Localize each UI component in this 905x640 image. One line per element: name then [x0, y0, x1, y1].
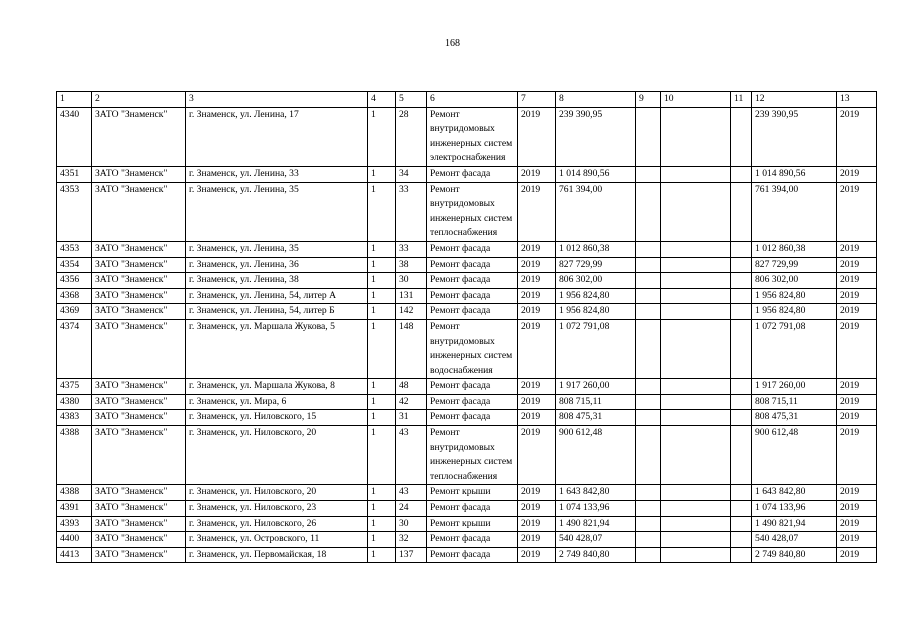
cost-cell: 806 302,00 — [556, 273, 636, 289]
col-5-value-cell: 24 — [396, 501, 427, 517]
municipality-cell: ЗАТО "Знаменск" — [92, 257, 186, 273]
row-number-cell: 4353 — [57, 241, 92, 257]
col-11-value-cell — [731, 501, 752, 517]
col-9-value-cell — [636, 166, 661, 182]
col-10-value-cell — [661, 410, 731, 426]
col-4-value-cell: 1 — [368, 257, 396, 273]
year-cell: 2019 — [518, 532, 556, 548]
completion-year-cell: 2019 — [837, 394, 877, 410]
completion-year-cell: 2019 — [837, 107, 877, 166]
column-header-11: 11 — [731, 92, 752, 108]
year-cell: 2019 — [518, 319, 556, 378]
municipality-cell: ЗАТО "Знаменск" — [92, 273, 186, 289]
col-11-value-cell — [731, 257, 752, 273]
col-11-value-cell — [731, 107, 752, 166]
col-4-value-cell: 1 — [368, 166, 396, 182]
col-11-value-cell — [731, 379, 752, 395]
work-type-cell: Ремонт фасада — [427, 379, 518, 395]
col-11-value-cell — [731, 182, 752, 241]
col-4-value-cell: 1 — [368, 394, 396, 410]
col-10-value-cell — [661, 241, 731, 257]
cost-cell: 2 749 840,80 — [556, 547, 636, 563]
year-cell: 2019 — [518, 410, 556, 426]
cost-cell: 808 715,11 — [556, 394, 636, 410]
col-11-value-cell — [731, 319, 752, 378]
column-header-10: 10 — [661, 92, 731, 108]
col-11-value-cell — [731, 547, 752, 563]
col-9-value-cell — [636, 426, 661, 485]
col-10-value-cell — [661, 319, 731, 378]
col-5-value-cell: 38 — [396, 257, 427, 273]
municipality-cell: ЗАТО "Знаменск" — [92, 107, 186, 166]
municipality-cell: ЗАТО "Знаменск" — [92, 379, 186, 395]
address-cell: г. Знаменск, ул. Ниловского, 20 — [186, 485, 368, 501]
table-row — [57, 273, 877, 289]
total-cost-cell: 808 715,11 — [752, 394, 837, 410]
total-cost-cell: 2 749 840,80 — [752, 547, 837, 563]
completion-year-cell: 2019 — [837, 501, 877, 517]
col-9-value-cell — [636, 547, 661, 563]
total-cost-cell: 806 302,00 — [752, 273, 837, 289]
table-row — [57, 410, 877, 426]
col-5-value-cell: 43 — [396, 426, 427, 485]
cost-cell: 761 394,00 — [556, 182, 636, 241]
table-row — [57, 182, 877, 241]
year-cell: 2019 — [518, 379, 556, 395]
col-10-value-cell — [661, 107, 731, 166]
work-type-cell: Ремонт крыши — [427, 516, 518, 532]
col-4-value-cell: 1 — [368, 516, 396, 532]
year-cell: 2019 — [518, 394, 556, 410]
table-row — [57, 547, 877, 563]
cost-cell: 1 014 890,56 — [556, 166, 636, 182]
col-9-value-cell — [636, 379, 661, 395]
total-cost-cell: 1 490 821,94 — [752, 516, 837, 532]
cost-cell: 1 956 824,80 — [556, 304, 636, 320]
col-5-value-cell: 30 — [396, 516, 427, 532]
municipality-cell: ЗАТО "Знаменск" — [92, 516, 186, 532]
column-header-2: 2 — [92, 92, 186, 108]
column-header-3: 3 — [186, 92, 368, 108]
address-cell: г. Знаменск, ул. Ленина, 33 — [186, 166, 368, 182]
work-type-cell: Ремонт фасада — [427, 241, 518, 257]
year-cell: 2019 — [518, 241, 556, 257]
completion-year-cell: 2019 — [837, 273, 877, 289]
total-cost-cell: 1 643 842,80 — [752, 485, 837, 501]
col-11-value-cell — [731, 532, 752, 548]
municipality-cell: ЗАТО "Знаменск" — [92, 319, 186, 378]
cost-cell: 1 917 260,00 — [556, 379, 636, 395]
completion-year-cell: 2019 — [837, 547, 877, 563]
completion-year-cell: 2019 — [837, 410, 877, 426]
municipality-cell: ЗАТО "Знаменск" — [92, 182, 186, 241]
col-4-value-cell: 1 — [368, 547, 396, 563]
table-row — [57, 319, 877, 378]
col-9-value-cell — [636, 107, 661, 166]
col-10-value-cell — [661, 182, 731, 241]
col-5-value-cell: 131 — [396, 288, 427, 304]
address-cell: г. Знаменск, ул. Мира, 6 — [186, 394, 368, 410]
col-5-value-cell: 31 — [396, 410, 427, 426]
address-cell: г. Знаменск, ул. Ниловского, 15 — [186, 410, 368, 426]
year-cell: 2019 — [518, 485, 556, 501]
work-type-cell: Ремонт фасада — [427, 501, 518, 517]
col-11-value-cell — [731, 485, 752, 501]
completion-year-cell: 2019 — [837, 304, 877, 320]
col-9-value-cell — [636, 273, 661, 289]
row-number-cell: 4388 — [57, 485, 92, 501]
col-4-value-cell: 1 — [368, 304, 396, 320]
address-cell: г. Знаменск, ул. Ниловского, 23 — [186, 501, 368, 517]
total-cost-cell: 1 014 890,56 — [752, 166, 837, 182]
col-10-value-cell — [661, 547, 731, 563]
col-4-value-cell: 1 — [368, 426, 396, 485]
col-9-value-cell — [636, 257, 661, 273]
col-11-value-cell — [731, 241, 752, 257]
col-10-value-cell — [661, 394, 731, 410]
year-cell: 2019 — [518, 547, 556, 563]
work-type-cell: Ремонт фасада — [427, 394, 518, 410]
cost-cell: 900 612,48 — [556, 426, 636, 485]
col-4-value-cell: 1 — [368, 410, 396, 426]
municipality-cell: ЗАТО "Знаменск" — [92, 304, 186, 320]
address-cell: г. Знаменск, ул. Ниловского, 26 — [186, 516, 368, 532]
year-cell: 2019 — [518, 516, 556, 532]
col-5-value-cell: 43 — [396, 485, 427, 501]
address-cell: г. Знаменск, ул. Ленина, 38 — [186, 273, 368, 289]
year-cell: 2019 — [518, 288, 556, 304]
row-number-cell: 4353 — [57, 182, 92, 241]
cost-cell: 827 729,99 — [556, 257, 636, 273]
address-cell: г. Знаменск, ул. Ниловского, 20 — [186, 426, 368, 485]
address-cell: г. Знаменск, ул. Ленина, 17 — [186, 107, 368, 166]
municipality-cell: ЗАТО "Знаменск" — [92, 547, 186, 563]
table-row — [57, 288, 877, 304]
work-type-cell: Ремонт внутридомовых инженерных систем теплоснабжения — [427, 426, 518, 485]
row-number-cell: 4368 — [57, 288, 92, 304]
table-row — [57, 304, 877, 320]
cost-cell: 540 428,07 — [556, 532, 636, 548]
work-type-cell: Ремонт фасада — [427, 410, 518, 426]
table-row — [57, 241, 877, 257]
completion-year-cell: 2019 — [837, 257, 877, 273]
total-cost-cell: 1 072 791,08 — [752, 319, 837, 378]
column-header-13: 13 — [837, 92, 877, 108]
total-cost-cell: 1 917 260,00 — [752, 379, 837, 395]
col-9-value-cell — [636, 182, 661, 241]
cost-cell: 1 074 133,96 — [556, 501, 636, 517]
year-cell: 2019 — [518, 426, 556, 485]
completion-year-cell: 2019 — [837, 532, 877, 548]
work-type-cell: Ремонт фасада — [427, 304, 518, 320]
table-row — [57, 485, 877, 501]
col-10-value-cell — [661, 288, 731, 304]
col-4-value-cell: 1 — [368, 485, 396, 501]
col-5-value-cell: 137 — [396, 547, 427, 563]
col-5-value-cell: 32 — [396, 532, 427, 548]
table-row — [57, 379, 877, 395]
year-cell: 2019 — [518, 273, 556, 289]
row-number-cell: 4374 — [57, 319, 92, 378]
col-5-value-cell: 142 — [396, 304, 427, 320]
col-10-value-cell — [661, 532, 731, 548]
col-5-value-cell: 33 — [396, 182, 427, 241]
municipality-cell: ЗАТО "Знаменск" — [92, 501, 186, 517]
completion-year-cell: 2019 — [837, 516, 877, 532]
total-cost-cell: 1 074 133,96 — [752, 501, 837, 517]
col-11-value-cell — [731, 394, 752, 410]
work-type-cell: Ремонт фасада — [427, 532, 518, 548]
col-10-value-cell — [661, 516, 731, 532]
year-cell: 2019 — [518, 107, 556, 166]
header-row — [57, 92, 877, 108]
municipality-cell: ЗАТО "Знаменск" — [92, 532, 186, 548]
col-4-value-cell: 1 — [368, 273, 396, 289]
row-number-cell: 4375 — [57, 379, 92, 395]
row-number-cell: 4380 — [57, 394, 92, 410]
page-number: 168 — [445, 38, 460, 49]
work-type-cell: Ремонт фасада — [427, 273, 518, 289]
address-cell: г. Знаменск, ул. Первомайская, 18 — [186, 547, 368, 563]
col-11-value-cell — [731, 304, 752, 320]
table-row — [57, 166, 877, 182]
address-cell: г. Знаменск, ул. Маршала Жукова, 5 — [186, 319, 368, 378]
year-cell: 2019 — [518, 182, 556, 241]
col-4-value-cell: 1 — [368, 319, 396, 378]
col-5-value-cell: 42 — [396, 394, 427, 410]
col-10-value-cell — [661, 379, 731, 395]
col-11-value-cell — [731, 166, 752, 182]
column-header-4: 4 — [368, 92, 396, 108]
completion-year-cell: 2019 — [837, 288, 877, 304]
col-5-value-cell: 34 — [396, 166, 427, 182]
municipality-cell: ЗАТО "Знаменск" — [92, 288, 186, 304]
row-number-cell: 4393 — [57, 516, 92, 532]
total-cost-cell: 540 428,07 — [752, 532, 837, 548]
work-type-cell: Ремонт внутридомовых инженерных систем теплоснабжения — [427, 182, 518, 241]
completion-year-cell: 2019 — [837, 182, 877, 241]
work-type-cell: Ремонт внутридомовых инженерных систем электроснабжения — [427, 107, 518, 166]
col-9-value-cell — [636, 501, 661, 517]
total-cost-cell: 900 612,48 — [752, 426, 837, 485]
col-4-value-cell: 1 — [368, 288, 396, 304]
row-number-cell: 4391 — [57, 501, 92, 517]
col-9-value-cell — [636, 532, 661, 548]
column-header-8: 8 — [556, 92, 636, 108]
col-9-value-cell — [636, 288, 661, 304]
address-cell: г. Знаменск, ул. Ленина, 54, литер А — [186, 288, 368, 304]
col-9-value-cell — [636, 485, 661, 501]
municipality-cell: ЗАТО "Знаменск" — [92, 241, 186, 257]
table-row — [57, 257, 877, 273]
table-row — [57, 394, 877, 410]
row-number-cell: 4354 — [57, 257, 92, 273]
year-cell: 2019 — [518, 304, 556, 320]
col-11-value-cell — [731, 288, 752, 304]
column-header-12: 12 — [752, 92, 837, 108]
col-4-value-cell: 1 — [368, 532, 396, 548]
col-9-value-cell — [636, 394, 661, 410]
municipality-cell: ЗАТО "Знаменск" — [92, 410, 186, 426]
col-4-value-cell: 1 — [368, 182, 396, 241]
total-cost-cell: 1 012 860,38 — [752, 241, 837, 257]
total-cost-cell: 239 390,95 — [752, 107, 837, 166]
column-header-6: 6 — [427, 92, 518, 108]
table-row — [57, 426, 877, 485]
column-header-5: 5 — [396, 92, 427, 108]
register-table — [56, 91, 877, 563]
year-cell: 2019 — [518, 501, 556, 517]
row-number-cell: 4356 — [57, 273, 92, 289]
col-10-value-cell — [661, 426, 731, 485]
completion-year-cell: 2019 — [837, 379, 877, 395]
cost-cell: 808 475,31 — [556, 410, 636, 426]
col-10-value-cell — [661, 485, 731, 501]
completion-year-cell: 2019 — [837, 426, 877, 485]
total-cost-cell: 827 729,99 — [752, 257, 837, 273]
col-11-value-cell — [731, 410, 752, 426]
total-cost-cell: 1 956 824,80 — [752, 288, 837, 304]
col-5-value-cell: 48 — [396, 379, 427, 395]
completion-year-cell: 2019 — [837, 319, 877, 378]
col-9-value-cell — [636, 319, 661, 378]
cost-cell: 239 390,95 — [556, 107, 636, 166]
work-type-cell: Ремонт крыши — [427, 485, 518, 501]
year-cell: 2019 — [518, 166, 556, 182]
work-type-cell: Ремонт фасада — [427, 166, 518, 182]
column-header-1: 1 — [57, 92, 92, 108]
col-9-value-cell — [636, 410, 661, 426]
col-4-value-cell: 1 — [368, 107, 396, 166]
col-10-value-cell — [661, 257, 731, 273]
row-number-cell: 4340 — [57, 107, 92, 166]
col-4-value-cell: 1 — [368, 241, 396, 257]
col-9-value-cell — [636, 516, 661, 532]
col-9-value-cell — [636, 241, 661, 257]
column-header-9: 9 — [636, 92, 661, 108]
row-number-cell: 4383 — [57, 410, 92, 426]
col-4-value-cell: 1 — [368, 379, 396, 395]
address-cell: г. Знаменск, ул. Ленина, 36 — [186, 257, 368, 273]
row-number-cell: 4400 — [57, 532, 92, 548]
municipality-cell: ЗАТО "Знаменск" — [92, 394, 186, 410]
municipality-cell: ЗАТО "Знаменск" — [92, 485, 186, 501]
work-type-cell: Ремонт фасада — [427, 288, 518, 304]
row-number-cell: 4388 — [57, 426, 92, 485]
address-cell: г. Знаменск, ул. Ленина, 35 — [186, 182, 368, 241]
row-number-cell: 4351 — [57, 166, 92, 182]
work-type-cell: Ремонт внутридомовых инженерных систем водоснабжения — [427, 319, 518, 378]
completion-year-cell: 2019 — [837, 241, 877, 257]
col-10-value-cell — [661, 501, 731, 517]
col-11-value-cell — [731, 426, 752, 485]
table-row — [57, 501, 877, 517]
cost-cell: 1 643 842,80 — [556, 485, 636, 501]
col-10-value-cell — [661, 304, 731, 320]
table-row — [57, 532, 877, 548]
cost-cell: 1 490 821,94 — [556, 516, 636, 532]
row-number-cell: 4369 — [57, 304, 92, 320]
municipality-cell: ЗАТО "Знаменск" — [92, 166, 186, 182]
cost-cell: 1 072 791,08 — [556, 319, 636, 378]
year-cell: 2019 — [518, 257, 556, 273]
col-5-value-cell: 148 — [396, 319, 427, 378]
cost-cell: 1 956 824,80 — [556, 288, 636, 304]
municipality-cell: ЗАТО "Знаменск" — [92, 426, 186, 485]
completion-year-cell: 2019 — [837, 166, 877, 182]
completion-year-cell: 2019 — [837, 485, 877, 501]
address-cell: г. Знаменск, ул. Ленина, 54, литер Б — [186, 304, 368, 320]
address-cell: г. Знаменск, ул. Маршала Жукова, 8 — [186, 379, 368, 395]
total-cost-cell: 761 394,00 — [752, 182, 837, 241]
cost-cell: 1 012 860,38 — [556, 241, 636, 257]
col-9-value-cell — [636, 304, 661, 320]
col-5-value-cell: 28 — [396, 107, 427, 166]
table-row — [57, 107, 877, 166]
col-10-value-cell — [661, 273, 731, 289]
row-number-cell: 4413 — [57, 547, 92, 563]
address-cell: г. Знаменск, ул. Островского, 11 — [186, 532, 368, 548]
col-5-value-cell: 30 — [396, 273, 427, 289]
column-header-7: 7 — [518, 92, 556, 108]
col-11-value-cell — [731, 516, 752, 532]
col-11-value-cell — [731, 273, 752, 289]
col-4-value-cell: 1 — [368, 501, 396, 517]
work-type-cell: Ремонт фасада — [427, 257, 518, 273]
address-cell: г. Знаменск, ул. Ленина, 35 — [186, 241, 368, 257]
table-row — [57, 516, 877, 532]
work-type-cell: Ремонт фасада — [427, 547, 518, 563]
total-cost-cell: 808 475,31 — [752, 410, 837, 426]
total-cost-cell: 1 956 824,80 — [752, 304, 837, 320]
col-5-value-cell: 33 — [396, 241, 427, 257]
col-10-value-cell — [661, 166, 731, 182]
